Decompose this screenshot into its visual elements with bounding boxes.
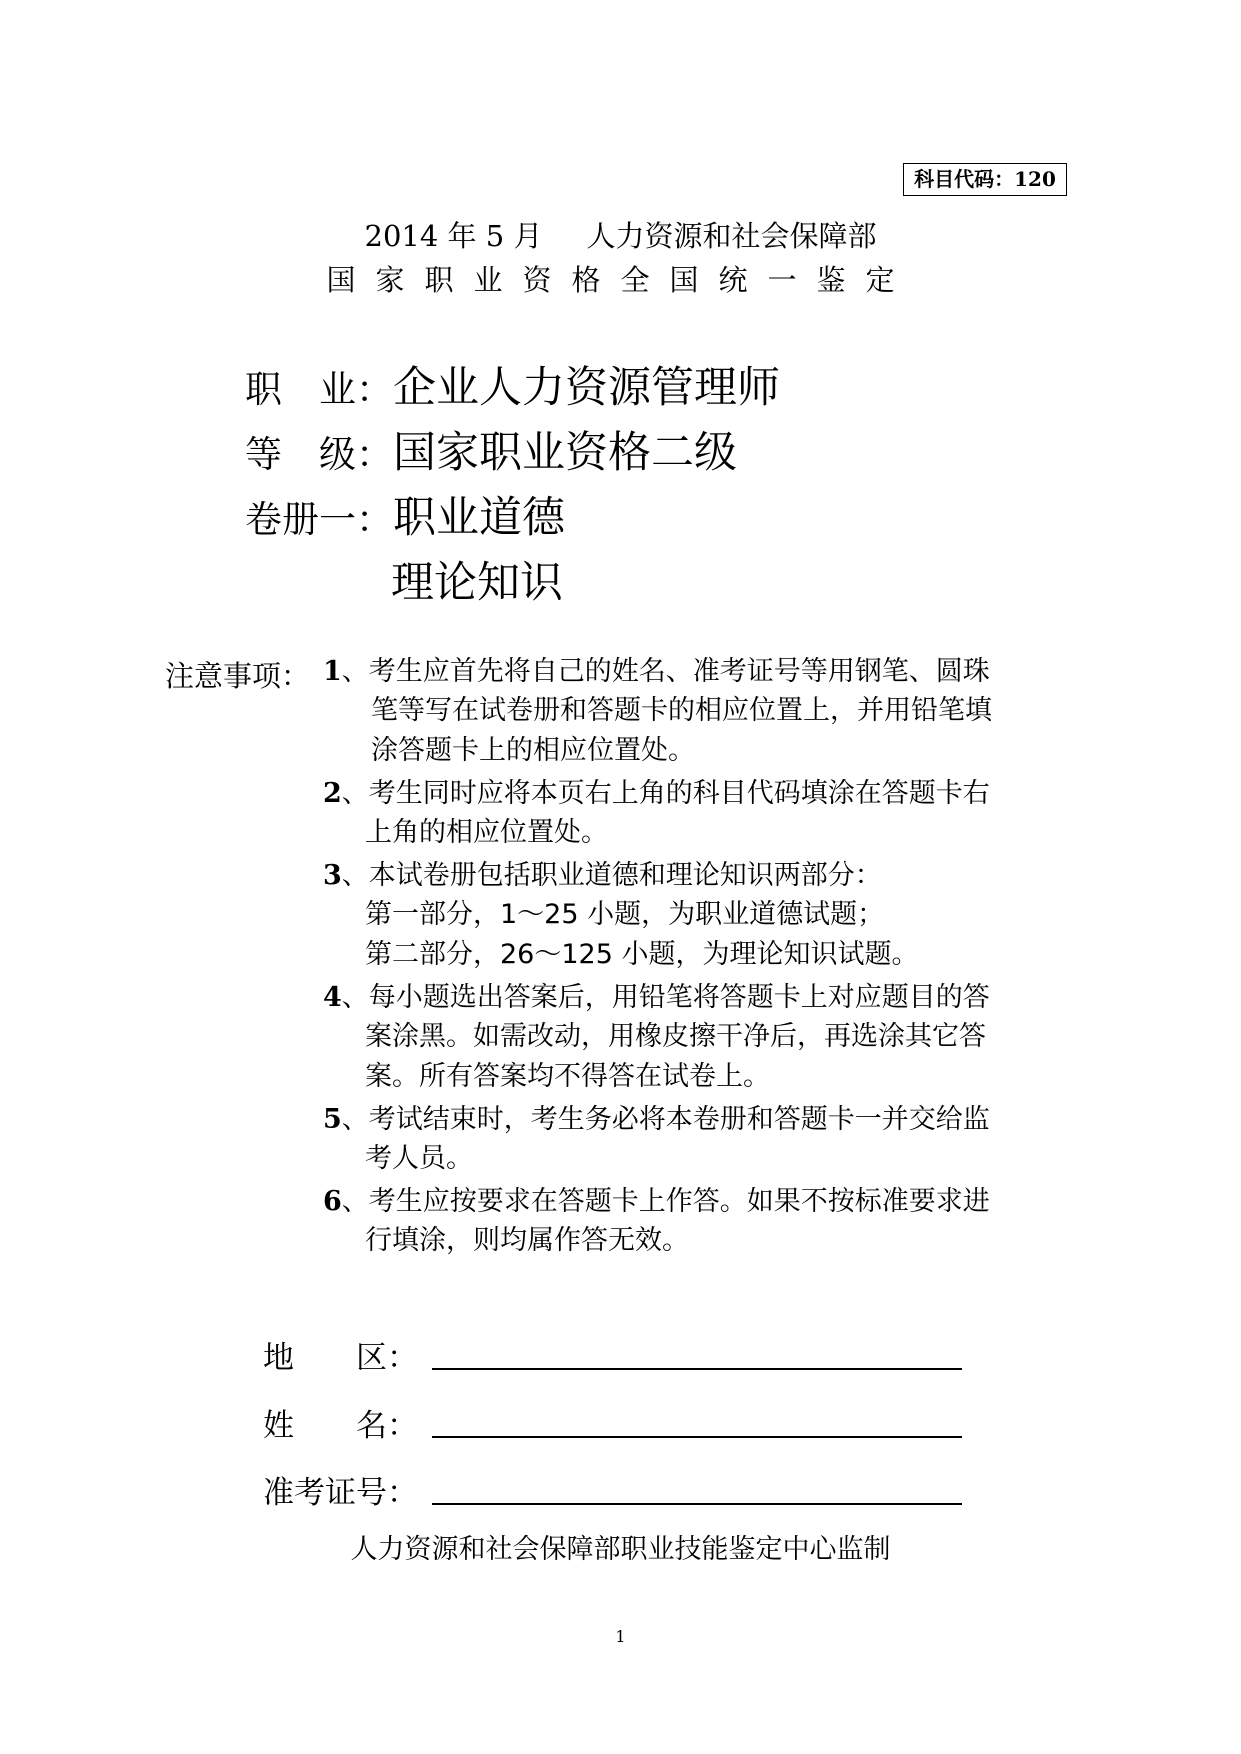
note-line: 2、考生同时应将本页右上角的科目代码填涂在答题卡右	[323, 778, 990, 809]
note-line: 涂答题卡上的相应位置处。	[371, 735, 695, 766]
supervisor-footer: 人力资源和社会保障部职业技能鉴定中心监制	[350, 1534, 891, 1565]
region-label: 地 区：	[263, 1340, 418, 1376]
note-number: 3	[323, 860, 342, 891]
note-line: 考人员。	[365, 1143, 473, 1174]
level-value: 国家职业资格二级	[393, 428, 737, 478]
note-line: 6、考生应按要求在答题卡上作答。如果不按标准要求进	[323, 1186, 990, 1217]
occupation-value: 企业人力资源管理师	[393, 363, 780, 413]
volume-label: 卷册一：	[245, 498, 393, 541]
note-line: 上角的相应位置处。	[365, 817, 608, 848]
exam-date: 2014 年 5 月	[364, 219, 543, 253]
note-number: 2	[323, 778, 342, 809]
subject-code-label: 科目代码：	[914, 167, 1015, 191]
note-number: 6	[323, 1186, 342, 1217]
note-line: 1、考生应首先将自己的姓名、准考证号等用钢笔、圆珠	[323, 656, 990, 687]
ministry-name: 人力资源和社会保障部	[586, 219, 877, 253]
note-number: 4	[323, 982, 342, 1013]
note-line: 案。所有答案均不得答在试卷上。	[365, 1061, 770, 1092]
note-line: 第一部分，1～25 小题，为职业道德试题；	[365, 899, 885, 930]
note-number: 1	[323, 656, 342, 687]
occupation-label: 职 业：	[245, 368, 393, 411]
note-number: 5	[323, 1104, 342, 1135]
exam-name: 国家职业资格全国统一鉴定	[326, 263, 915, 297]
ticket-number-label: 准考证号：	[263, 1475, 418, 1511]
subject-code-box	[903, 163, 1067, 196]
note-line: 第二部分，26～125 小题，为理论知识试题。	[365, 939, 919, 970]
note-line: 行填涂，则均属作答无效。	[365, 1225, 689, 1256]
note-line: 案涂黑。如需改动，用橡皮擦干净后，再选涂其它答	[365, 1021, 986, 1052]
header-date-ministry	[0, 214, 1241, 255]
volume-row	[245, 484, 565, 545]
page-number: 1	[615, 1627, 626, 1646]
note-line: 5、考试结束时，考生务必将本卷册和答题卡一并交给监	[323, 1104, 990, 1135]
region-input-line[interactable]	[432, 1368, 962, 1370]
level-row	[245, 419, 737, 480]
volume-value-1: 职业道德	[393, 493, 565, 543]
note-line: 笔等写在试卷册和答题卡的相应位置上，并用铅笔填	[371, 695, 992, 726]
subject-code-value: 120	[1014, 167, 1056, 191]
volume-value-2: 理论知识	[391, 558, 563, 608]
level-label: 等 级：	[245, 433, 393, 476]
occupation-row	[245, 354, 780, 415]
notes-label: 注意事项：	[165, 659, 311, 693]
note-line: 3、本试卷册包括职业道德和理论知识两部分：	[323, 860, 882, 891]
ticket-number-input-line[interactable]	[432, 1503, 962, 1505]
name-input-line[interactable]	[432, 1436, 962, 1438]
name-label: 姓 名：	[263, 1408, 418, 1444]
note-line: 4、每小题选出答案后，用铅笔将答题卡上对应题目的答	[323, 982, 990, 1013]
